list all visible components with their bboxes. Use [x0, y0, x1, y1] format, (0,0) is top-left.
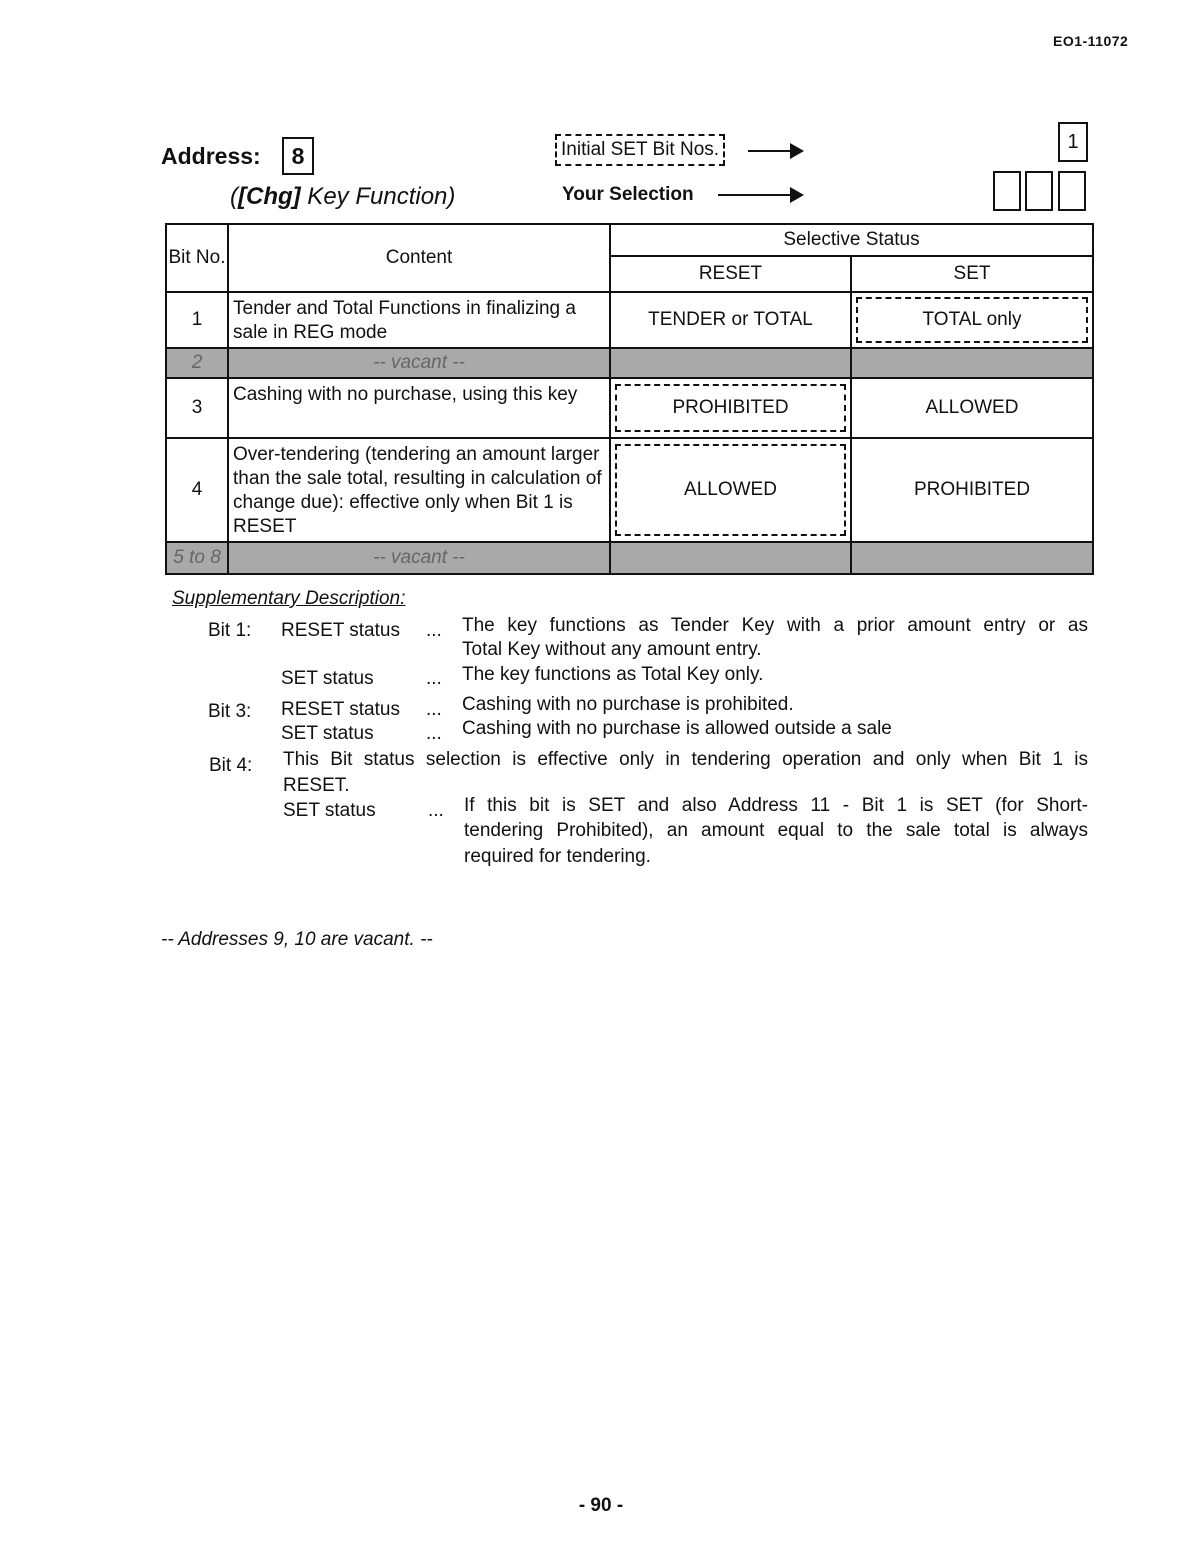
bit3-set-label: SET status: [281, 723, 374, 744]
bit-content: Cashing with no purchase, using this key: [228, 378, 610, 438]
bit-content: Tender and Total Functions in finalizing a sale in REG mode: [228, 292, 610, 348]
ellipsis: ...: [426, 723, 442, 744]
reset-value: TENDER or TOTAL: [610, 292, 851, 348]
ellipsis: ...: [426, 668, 442, 689]
page-number: - 90 -: [578, 1495, 624, 1516]
initial-set-bit: 1: [1058, 122, 1088, 162]
bit3-reset-text: Cashing with no purchase is prohibited.: [462, 694, 794, 715]
header-reset: RESET: [610, 256, 851, 292]
address-label: Address:: [161, 143, 261, 169]
bit4-set-text: If this bit is SET and also Address 11 - Bit 1 is SET (for Short-: [464, 795, 1088, 816]
reset-value: [610, 348, 851, 378]
bit3-label: Bit 3:: [208, 701, 252, 722]
table-row: [166, 378, 1093, 438]
bit1-reset-label: RESET status: [281, 620, 400, 641]
key-function-subtitle: ([Chg] Key Function): [230, 183, 456, 210]
selection-box[interactable]: [1025, 171, 1053, 211]
bit1-set-label: SET status: [281, 668, 374, 689]
ellipsis: ...: [428, 800, 444, 821]
table-row: [166, 438, 1093, 542]
bit4-text-cont: RESET.: [283, 775, 350, 796]
header-content: Content: [228, 224, 610, 292]
table-row: [166, 542, 1093, 574]
table-row: [166, 348, 1093, 378]
header-bit-no: Bit No.: [166, 224, 228, 292]
set-value: [851, 348, 1093, 378]
bit-number: 3: [166, 378, 228, 438]
supplementary-title: Supplementary Description:: [172, 588, 406, 609]
bit4-set-text-cont: tendering Prohibited), an amount equal to the sale total is always: [464, 820, 1088, 841]
bit3-set-text: Cashing with no purchase is allowed outside a sale: [462, 718, 892, 739]
bit-number: 5 to 8: [166, 542, 228, 574]
reset-value: [610, 542, 851, 574]
reset-value-initial: PROHIBITED: [615, 384, 846, 432]
table-row: [166, 292, 1093, 348]
selection-box[interactable]: [1058, 171, 1086, 211]
bit3-reset-label: RESET status: [281, 699, 400, 720]
header-selective-status: Selective Status: [610, 224, 1093, 256]
bit-content: -- vacant --: [228, 542, 610, 574]
document-code: EO1-11072: [1053, 33, 1129, 49]
initial-set-label: Initial SET Bit Nos.: [555, 134, 725, 166]
bit4-set-text-end: required for tendering.: [464, 846, 651, 867]
bit1-set-text: The key functions as Total Key only.: [462, 664, 764, 685]
bit-table: [165, 223, 1094, 575]
bit4-text: This Bit status selection is effective only in tendering operation and only when Bit 1 is: [283, 749, 1088, 770]
arrow-right-icon: [748, 150, 800, 152]
selection-box[interactable]: [993, 171, 1021, 211]
arrow-right-icon: [718, 194, 800, 196]
bit-number: 1: [166, 292, 228, 348]
bit1-reset-text-cont: Total Key without any amount entry.: [462, 639, 762, 660]
bit1-reset-text: The key functions as Tender Key with a prior amount entry or as: [462, 615, 1088, 636]
set-value: PROHIBITED: [851, 438, 1093, 542]
set-value: [851, 542, 1093, 574]
ellipsis: ...: [426, 699, 442, 720]
bit4-set-label: SET status: [283, 800, 376, 821]
vacant-addresses-note: -- Addresses 9, 10 are vacant. --: [161, 929, 433, 950]
bit1-label: Bit 1:: [208, 620, 252, 641]
address-number: 8: [282, 137, 314, 175]
bit-number: 2: [166, 348, 228, 378]
bit-content: -- vacant --: [228, 348, 610, 378]
ellipsis: ...: [426, 620, 442, 641]
your-selection-label: Your Selection: [562, 184, 694, 205]
set-value: ALLOWED: [851, 378, 1093, 438]
bit-content: Over-tendering (tendering an amount larger than the sale total, resulting in calculation of change due): effective only when Bit 1 is RESET: [228, 438, 610, 542]
set-value-initial: TOTAL only: [856, 297, 1088, 343]
header-set: SET: [851, 256, 1093, 292]
reset-value-initial: ALLOWED: [615, 444, 846, 536]
bit4-label: Bit 4:: [209, 755, 253, 776]
bit-number: 4: [166, 438, 228, 542]
key-name: [Chg]: [238, 183, 301, 210]
